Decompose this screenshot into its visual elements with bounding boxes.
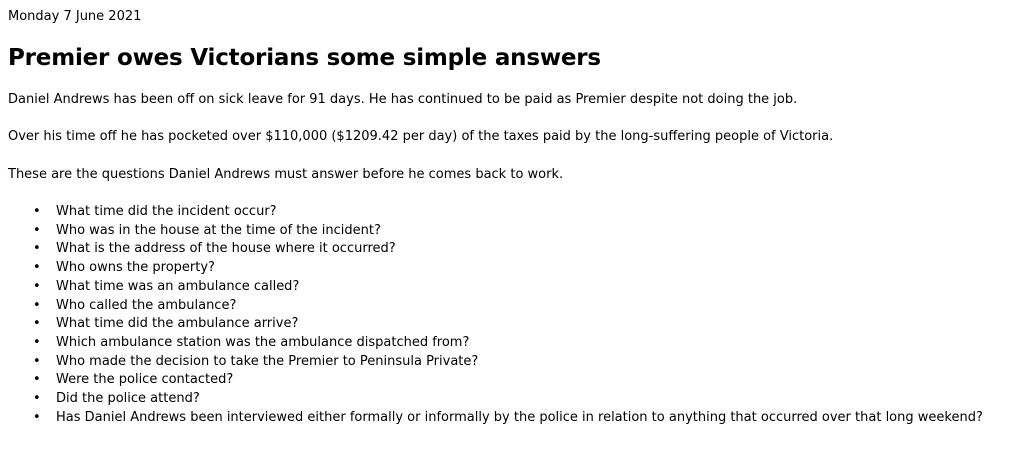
question-text: Who made the decision to take the Premier to Peninsula Private? — [56, 353, 479, 369]
article-title: Premier owes Victorians some simple answers — [8, 45, 601, 71]
bullet-icon: • — [33, 353, 41, 369]
list-item — [29, 371, 1028, 390]
bullet-icon: • — [33, 222, 41, 238]
question-text: Who called the ambulance? — [56, 297, 237, 313]
list-item — [29, 390, 1028, 409]
question-text: What is the address of the house where it occurred? — [56, 241, 396, 257]
list-item — [29, 203, 1028, 222]
list-item — [29, 297, 1028, 316]
question-text: Which ambulance station was the ambulance dispatched from? — [56, 334, 470, 350]
question-text: What time was an ambulance called? — [56, 278, 300, 294]
list-item — [29, 315, 1028, 334]
question-text: Did the police attend? — [56, 391, 200, 407]
list-item — [29, 222, 1028, 241]
article-paragraph: These are the questions Daniel Andrews must answer before he comes back to work. — [8, 167, 564, 182]
list-item — [29, 259, 1028, 278]
article-date: Monday 7 June 2021 — [8, 9, 142, 24]
list-item — [29, 334, 1028, 353]
article-paragraph: Daniel Andrews has been off on sick leave for 91 days. He has continued to be paid as Premier despite not doing the job. — [8, 92, 798, 107]
bullet-icon: • — [33, 372, 41, 388]
list-item — [29, 278, 1028, 297]
list-item — [29, 353, 1028, 372]
question-text: Who owns the property? — [56, 260, 215, 276]
bullet-icon: • — [33, 334, 41, 350]
bullet-icon: • — [33, 241, 41, 257]
bullet-icon: • — [33, 391, 41, 407]
question-text: What time did the ambulance arrive? — [56, 316, 299, 332]
question-text: Were the police contacted? — [56, 372, 234, 388]
bullet-icon: • — [33, 409, 41, 425]
questions-list — [8, 203, 1028, 427]
bullet-icon: • — [33, 204, 41, 219]
bullet-icon: • — [33, 260, 41, 276]
question-text: What time did the incident occur? — [56, 204, 277, 219]
article-paragraph: Over his time off he has pocketed over $110,000 ($1209.42 per day) of the taxes paid by the long-suffering people of Victoria. — [8, 129, 834, 144]
bullet-icon: • — [33, 278, 41, 294]
question-text: Has Daniel Andrews been interviewed either formally or informally by the police in relation to anything that occurred over that long weekend? — [56, 409, 983, 425]
bullet-icon: • — [33, 297, 41, 313]
list-item — [29, 240, 1028, 259]
bullet-icon: • — [33, 316, 41, 332]
list-item — [29, 409, 1028, 428]
question-text: Who was in the house at the time of the incident? — [56, 222, 381, 238]
